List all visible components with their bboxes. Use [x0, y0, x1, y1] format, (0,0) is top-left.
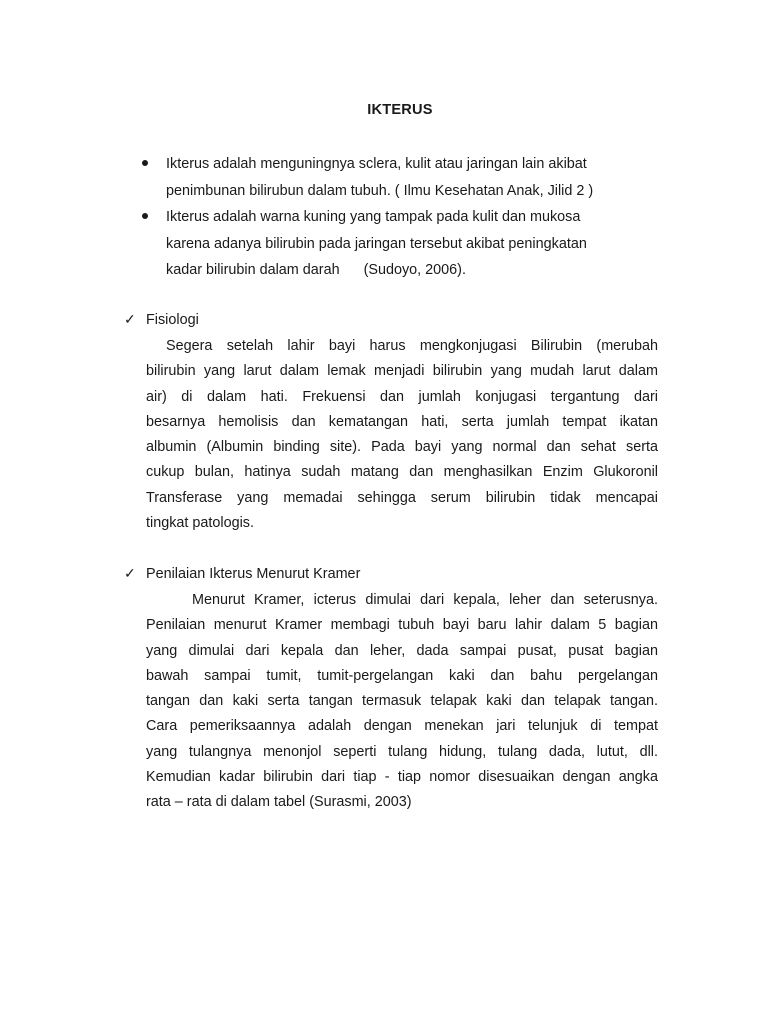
section-heading — [120, 562, 660, 586]
text-line: Segera setelah lahir bayi harus mengkonjugasi Bilirubin (merubah — [166, 338, 658, 354]
text-line: penimbunan bilirubun dalam tubuh. ( Ilmu Kesehatan Anak, Jilid 2 ) — [166, 182, 594, 199]
text-line: tingkat patologis. — [146, 515, 255, 532]
text-line: Menurut Kramer, icterus dimulai dari kepala, leher dan seterusnya. — [192, 592, 658, 608]
section-paragraph — [146, 334, 658, 536]
section-fisiologi — [120, 308, 660, 536]
definition-list — [140, 151, 640, 284]
text-line: Penilaian menurut Kramer membagi tubuh bayi baru lahir dalam 5 bagian — [146, 617, 658, 634]
text-line: cukup bulan, hatinya sudah matang dan menghasilkan Enzim Glukoronil — [146, 464, 658, 481]
text-line: besarnya hemolisis dan kematangan hati, serta jumlah tempat ikatan — [146, 413, 658, 430]
text-line: Ikterus adalah warna kuning yang tampak pada kulit dan mukosa — [166, 209, 581, 225]
text-line: air) di dalam hati. Frekuensi dan jumlah konjugasi tergantung dari — [146, 388, 658, 405]
list-item-text — [166, 151, 640, 204]
list-item-text — [166, 204, 640, 284]
section-paragraph — [146, 588, 658, 816]
text-line: karena adanya bilirubin pada jaringan tersebut akibat peningkatan — [166, 235, 587, 252]
list-item — [140, 151, 640, 204]
section-heading-text: Penilaian Ikterus Menurut Kramer — [146, 566, 361, 582]
section-heading-text: Fisiologi — [146, 312, 199, 328]
text-line: bilirubin yang larut dalam lemak menjadi bilirubin yang mudah larut dalam — [146, 363, 658, 380]
section-penilaian-kramer — [120, 562, 660, 816]
text-line: rata – rata di dalam tabel (Surasmi, 2003) — [146, 794, 412, 811]
text-line: kadar bilirubin dalam darah (Sudoyo, 2006). — [166, 262, 466, 278]
text-line: albumin (Albumin binding site). Pada bayi yang normal dan sehat serta — [146, 439, 658, 456]
text-line: Kemudian kadar bilirubin dari tiap - tiap nomor disesuaikan dengan angka — [146, 769, 658, 786]
text-line: bawah sampai tumit, tumit-pergelangan kaki dan bahu pergelangan — [146, 667, 658, 684]
text-line: yang dimulai dari kepala dan leher, dada sampai pusat, pusat bagian — [146, 642, 658, 659]
bullet-dot-icon — [142, 160, 148, 166]
page-title: IKTERUS — [367, 102, 433, 118]
section-heading — [120, 308, 660, 332]
text-line: tangan dan kaki serta tangan termasuk telapak kaki dan telapak tangan. — [146, 693, 658, 710]
text-line: yang tulangnya menonjol seperti tulang hidung, tulang dada, lutut, dll. — [146, 743, 658, 760]
checkmark-icon: ✓ — [124, 311, 136, 327]
bullet-dot-icon — [142, 213, 148, 219]
text-line: Ikterus adalah menguningnya sclera, kulit atau jaringan lain akibat — [166, 156, 587, 172]
text-line: Cara pemeriksaannya adalah dengan menekan jari telunjuk di tempat — [146, 718, 658, 735]
checkmark-icon: ✓ — [124, 565, 136, 581]
text-line: Transferase yang memadai sehingga serum bilirubin tidak mencapai — [146, 489, 658, 506]
list-item — [140, 204, 640, 284]
